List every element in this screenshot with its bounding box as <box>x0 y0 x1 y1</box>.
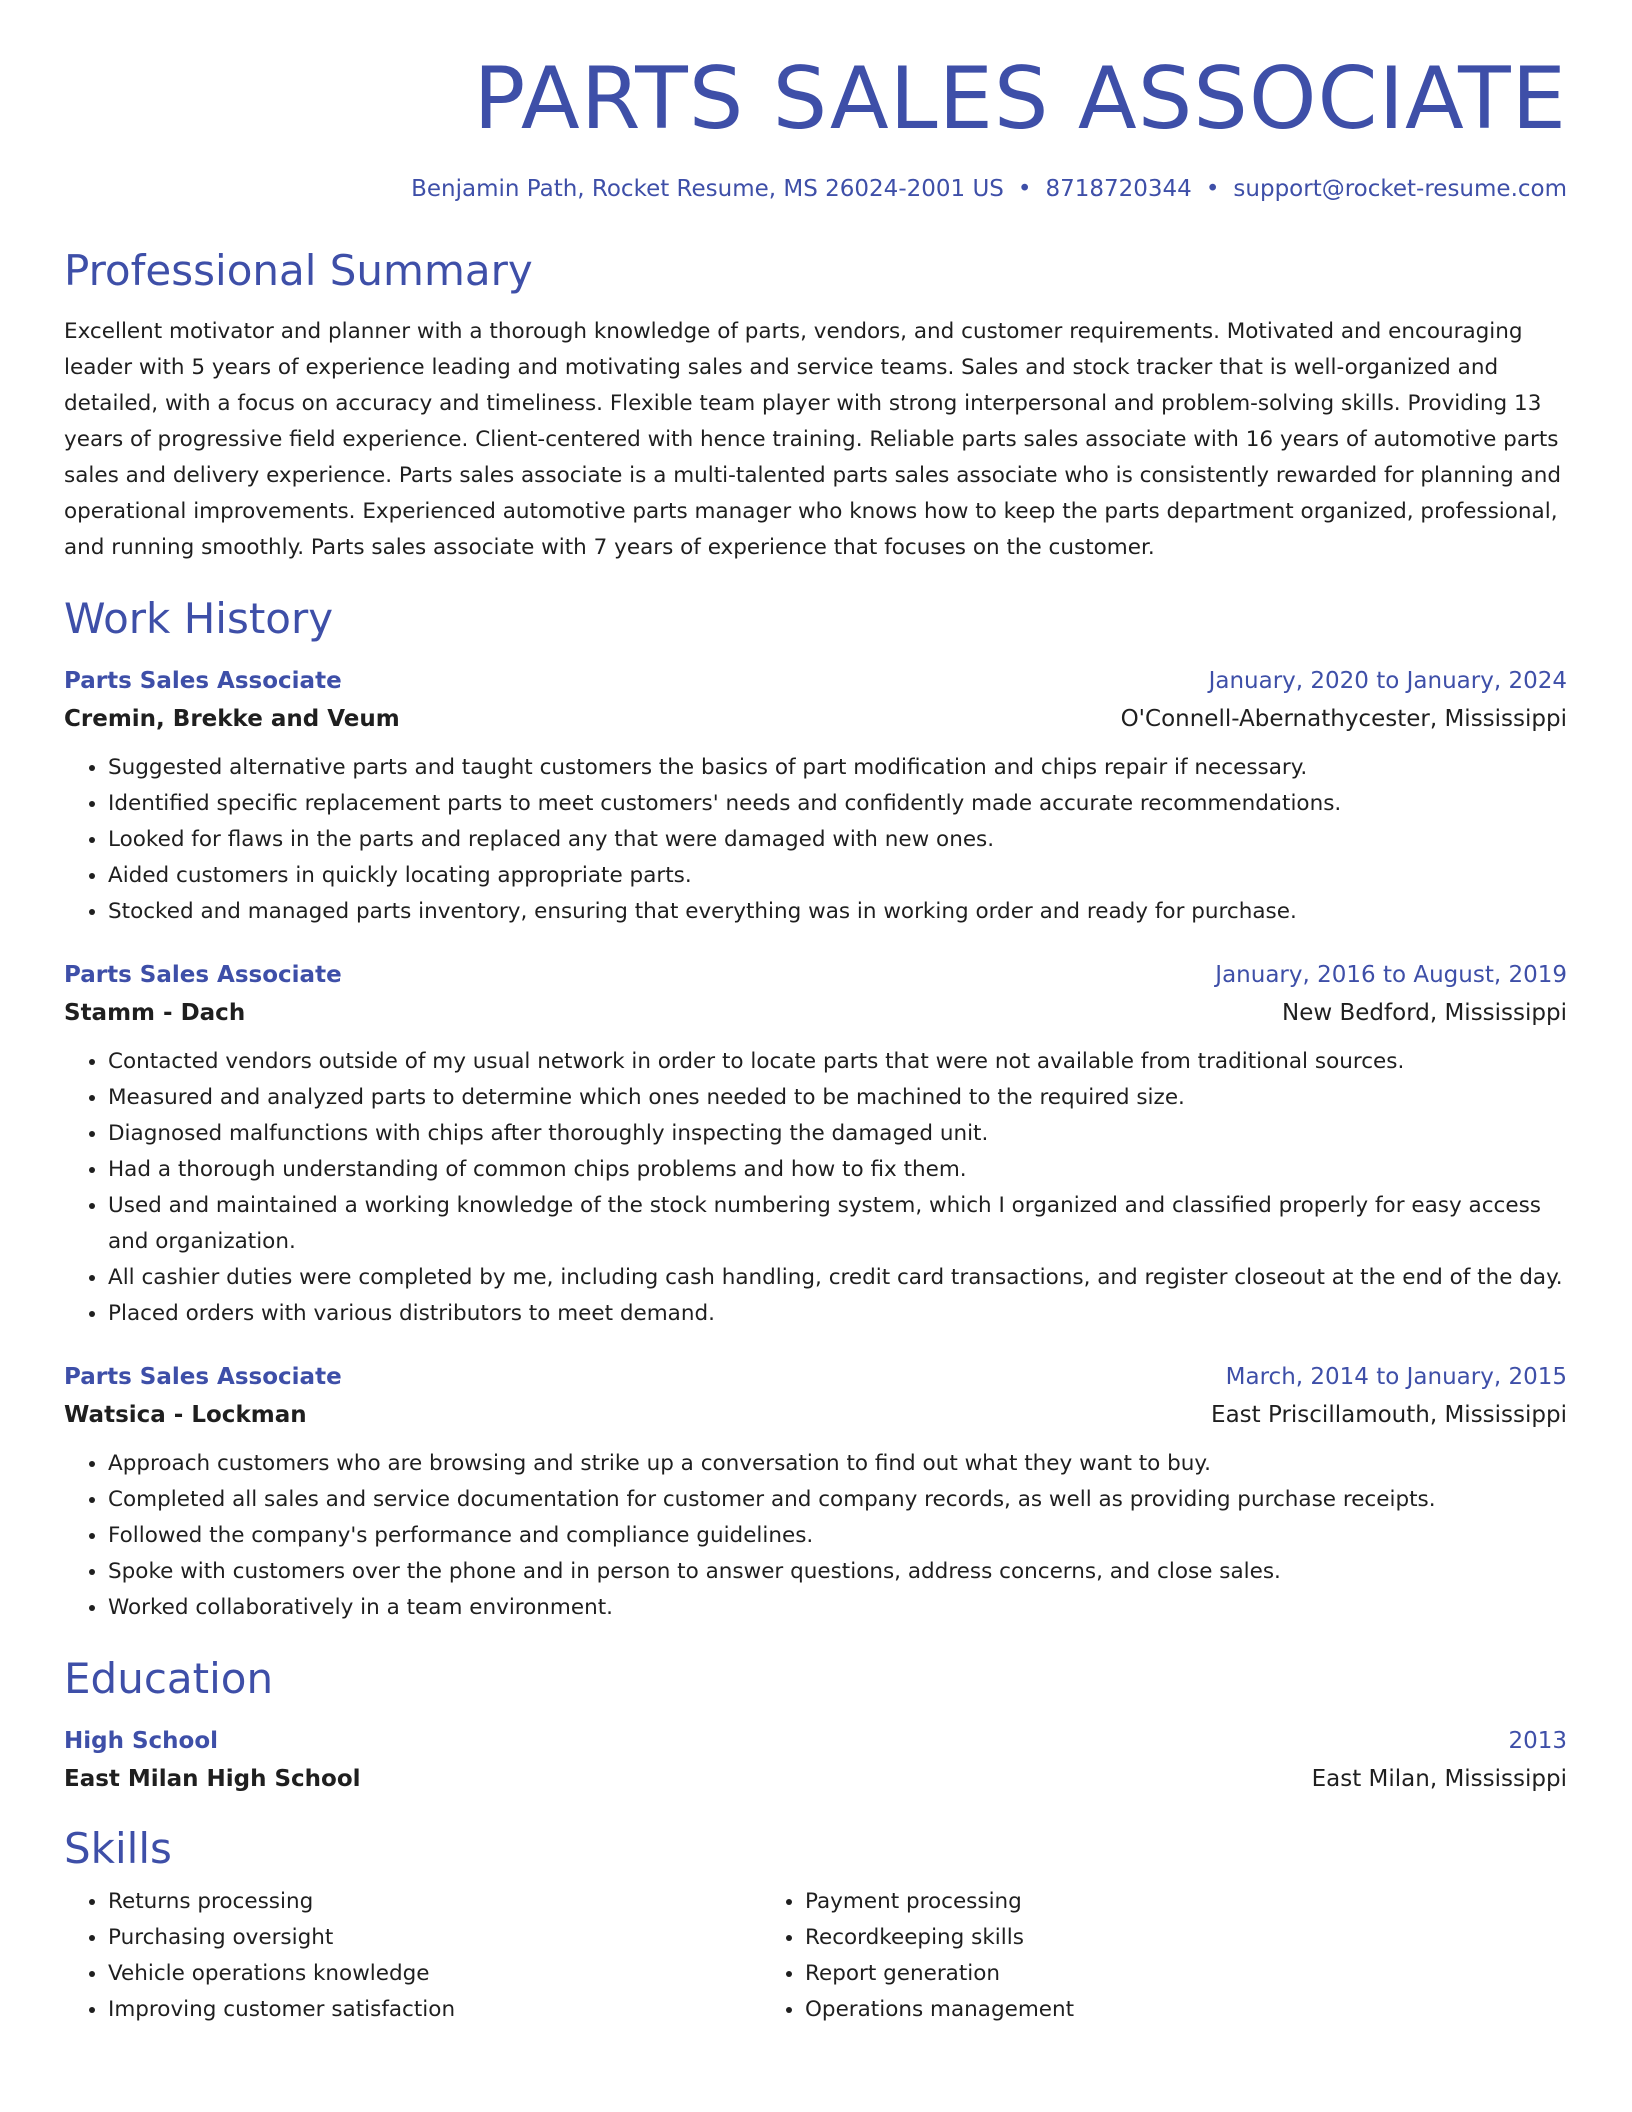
skill-item: • Improving customer satisfaction <box>108 1992 761 2028</box>
list-item: • Approach customers who are browsing and strike up a conversation to find out what they want to buy. <box>108 1446 1567 1482</box>
list-item: • Used and maintained a working knowledge of the stock numbering system, which I organized and classified properly for easy access and organization. <box>108 1188 1567 1260</box>
job-dates: January, 2020 to January, 2024 <box>1208 667 1567 694</box>
list-item: • Suggested alternative parts and taught customers the basics of part modification and chips repair if necessary. <box>108 750 1567 786</box>
job-entry <box>64 1360 1567 1626</box>
job-company-row <box>64 994 1567 1032</box>
skills-column-left <box>64 1884 761 2028</box>
list-item: • Completed all sales and service documentation for customer and company records, as well as providing purchase receipts. <box>108 1482 1567 1518</box>
job-company: Watsica - Lockman <box>64 1401 307 1428</box>
skill-item: • Returns processing <box>108 1884 761 1920</box>
list-item: • Had a thorough understanding of common chips problems and how to fix them. <box>108 1152 1567 1188</box>
contact-line <box>64 176 1567 204</box>
work-history-heading: Work History <box>64 593 334 643</box>
summary-heading: Professional Summary <box>64 245 533 295</box>
education-school-row <box>64 1760 1567 1798</box>
job-dates: March, 2014 to January, 2015 <box>1225 1363 1567 1390</box>
list-item: • Worked collaboratively in a team environment. <box>108 1590 1567 1626</box>
job-company-row <box>64 700 1567 738</box>
skill-item: • Vehicle operations knowledge <box>108 1956 761 1992</box>
summary-text: Excellent motivator and planner with a thorough knowledge of parts, vendors, and customer requirements. Motivated and encouraging leader with 5 years of experience leading and motivating sales and service teams. Sales and stock tracker that is well-organized and detailed, with a focus on accuracy and timeliness. Flexible team player with strong interpersonal and problem-solving skills. Providing 13 years of progressive field experience. Client-centered with hence training. Reliable parts sales associate with 16 years of automotive parts sales and delivery experience. Parts sales associate is a multi-talented parts sales associate who is consistently rewarded for planning and operational improvements. Experienced automotive parts manager who knows how to keep the parts department organized, professional, and running smoothly. Parts sales associate with 7 years of experience that focuses on the customer. <box>64 318 1561 560</box>
skill-item: • Report generation <box>805 1956 1503 1992</box>
job-company: Stamm - Dach <box>64 999 246 1026</box>
job-title: Parts Sales Associate <box>64 961 342 988</box>
list-item: • Identified specific replacement parts to meet customers' needs and confidently made accurate recommendations. <box>108 786 1567 822</box>
list-item: • Placed orders with various distributors to meet demand. <box>108 1296 1567 1332</box>
education-entry <box>64 1724 1567 1798</box>
list-item: • Looked for flaws in the parts and replaced any that were damaged with new ones. <box>108 822 1567 858</box>
list-item: • Diagnosed malfunctions with chips after thoroughly inspecting the damaged unit. <box>108 1116 1567 1152</box>
skill-item: • Purchasing oversight <box>108 1920 761 1956</box>
list-item: • Stocked and managed parts inventory, ensuring that everything was in working order and ready for purchase. <box>108 894 1567 930</box>
list-item: • All cashier duties were completed by me, including cash handling, credit card transactions, and register closeout at the end of the day. <box>108 1260 1567 1296</box>
education-heading: Education <box>64 1653 274 1703</box>
resume-title: PARTS SALES ASSOCIATE <box>473 49 1567 149</box>
contact-phone: 8718720344 <box>1045 176 1192 202</box>
job-bullets <box>64 750 1567 930</box>
job-company: Cremin, Brekke and Veum <box>64 705 400 732</box>
job-entry <box>64 958 1567 1332</box>
skills-list <box>64 1884 1567 2028</box>
education-school: East Milan High School <box>64 1766 361 1793</box>
job-title-row <box>64 958 1567 992</box>
job-location: East Priscillamouth, Mississippi <box>1211 1401 1567 1428</box>
skills-column-right <box>761 1884 1503 2028</box>
job-company-row <box>64 1396 1567 1434</box>
job-bullets <box>64 1044 1567 1332</box>
education-degree: High School <box>64 1728 219 1755</box>
job-title-row <box>64 1360 1567 1394</box>
job-title: Parts Sales Associate <box>64 1363 342 1390</box>
education-location: East Milan, Mississippi <box>1311 1766 1567 1793</box>
list-item: • Followed the company's performance and compliance guidelines. <box>108 1518 1567 1554</box>
skill-item: • Recordkeeping skills <box>805 1920 1503 1956</box>
contact-separator: • <box>1205 176 1220 202</box>
list-item: • Aided customers in quickly locating appropriate parts. <box>108 858 1567 894</box>
list-item: • Spoke with customers over the phone and in person to answer questions, address concerns, and close sales. <box>108 1554 1567 1590</box>
job-dates: January, 2016 to August, 2019 <box>1215 961 1567 988</box>
job-title-row <box>64 664 1567 698</box>
contact-address: Benjamin Path, Rocket Resume, MS 26024-2001 US <box>411 176 1004 202</box>
skill-item: • Payment processing <box>805 1884 1503 1920</box>
skill-item: • Operations management <box>805 1992 1503 2028</box>
list-item: • Contacted vendors outside of my usual network in order to locate parts that were not available from traditional sources. <box>108 1044 1567 1080</box>
education-year: 2013 <box>1508 1728 1567 1755</box>
education-degree-row <box>64 1724 1567 1758</box>
job-location: New Bedford, Mississippi <box>1282 999 1567 1026</box>
resume-page <box>64 0 1567 2028</box>
list-item: • Measured and analyzed parts to determine which ones needed to be machined to the required size. <box>108 1080 1567 1116</box>
skills-heading: Skills <box>64 1824 172 1874</box>
job-bullets <box>64 1446 1567 1626</box>
job-entry <box>64 664 1567 930</box>
job-title: Parts Sales Associate <box>64 667 342 694</box>
contact-email: support@rocket-resume.com <box>1233 176 1567 202</box>
contact-separator: • <box>1017 176 1032 202</box>
job-location: O'Connell-Abernathycester, Mississippi <box>1120 705 1567 732</box>
